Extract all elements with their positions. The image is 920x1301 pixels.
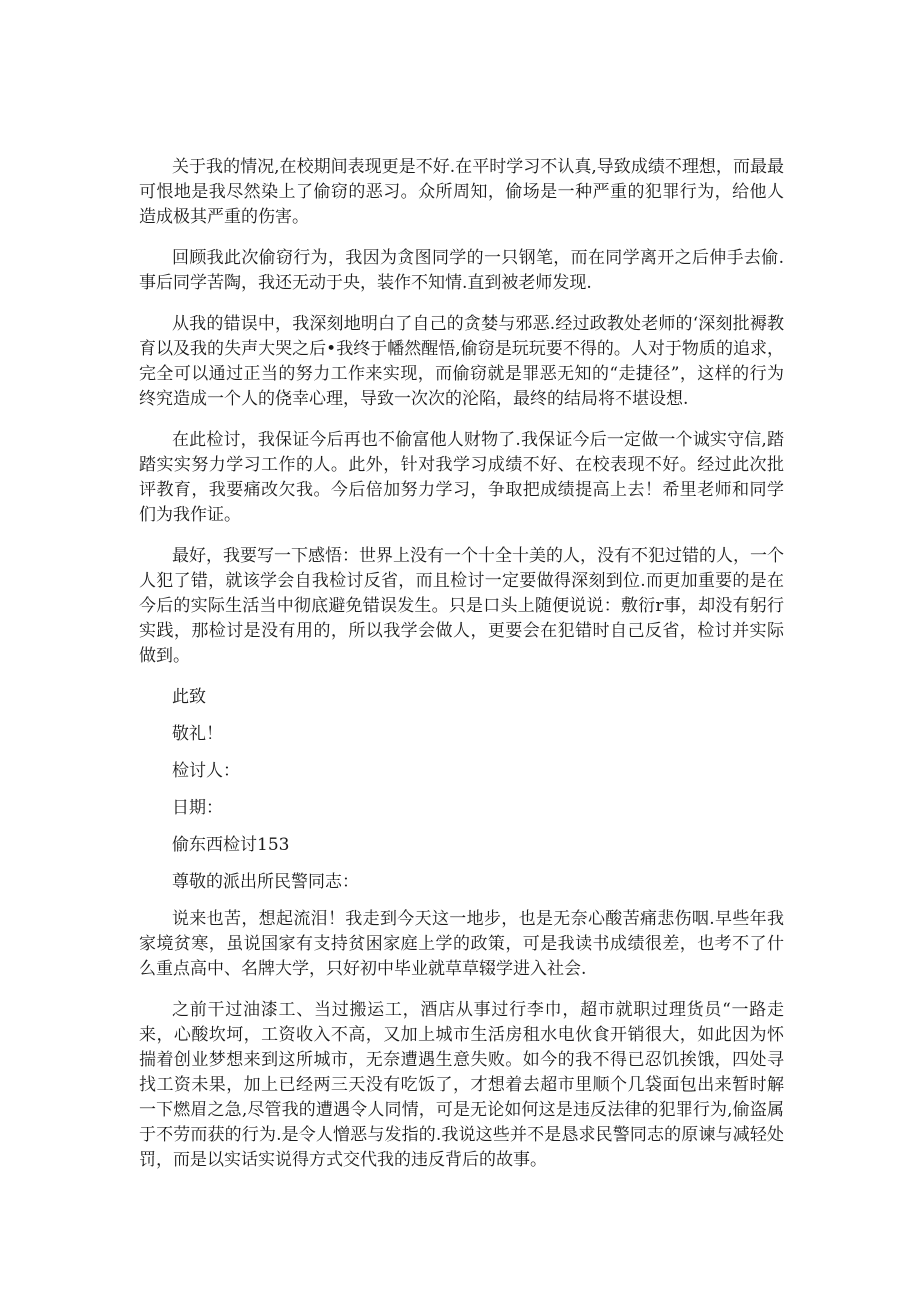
greeting-line: 尊敬的派出所民警同志：: [172, 872, 359, 892]
section-title: 偷东西检讨153: [172, 835, 290, 855]
paragraph-3: 从我的错误中，我深刻地明白了自己的贪婪与邪恶.经过政教处老师的‘深刻批褥教育以及我的失声大哭之后•我终于幡然醒悟,偷窃是玩玩要不得的。人对于物质的追求，完全可以通过正当的努力工作来实现，而偷窃就是罪恶无知的“走捷径”，这样的行为终究造成一个人的侥幸心理，导致一次次的沦陷，最终的结局将不堪设想.: [139, 314, 784, 409]
paragraph-2: 回顾我此次偷窃行为，我因为贪图同学的一只钢笔，而在同学离开之后伸手去偷.事后同学苦陶，我还无动于央，装作不知情.直到被老师发现.: [139, 248, 784, 293]
paragraph-4: 在此检讨，我保证今后再也不偷富他人财物了.我保证今后一定做一个诚实守信,踏踏实实努力学习工作的人。此外，针对我学习成绩不好、在校表现不好。经过此次批评教育，我要痛改欠我。今后倍加努力学习，争取把成绩提高上去！希里老师和同学们为我作证。: [139, 430, 784, 525]
salute-line: 敬礼！: [172, 724, 223, 744]
paragraph-7: 之前干过油漆工、当过搬运工，酒店从事过行李巾，超市就职过理货员“一路走来，心酸坎坷，工资收入不高，又加上城市生活房租水电伙食开销很大，如此因为怀揣着创业梦想来到这所城市，无奈遭遇生意失败。如今的我不得已忍饥挨饿，四处寻找工资未果，加上已经两三天没有吃饭了，才想着去超市里顺个几袋面包出来暂时解一下燃眉之急,尽管我的遭遇令人同情，可是无论如何这是违反法律的犯罪行为,偷盗属于不劳而获的行为.是令人憎恶与发指的.我说这些并不是恳求民警同志的原谏与减轻处罚，而是以实话实说得方式交代我的违反背后的故事。: [139, 1000, 784, 1170]
closing-line: 此致: [172, 687, 206, 707]
date-label: 日期：: [172, 798, 223, 818]
paragraph-1: 关于我的情况,在校期间表现更是不好.在平时学习不认真,导致成绩不理想，而最最可恨地是我尽然染上了偷窃的恶习。众所周知，偷场是一种严重的犯罪行为，给他人造成极其严重的伤害。: [139, 157, 784, 227]
signer-label: 检讨人：: [172, 761, 240, 781]
paragraph-6: 说来也苦，想起流泪！我走到今天这一地步，也是无奈心酸苦痛悲伤咽.早些年我家境贫寒，虽说国家有支持贫困家庭上学的政策，可是我读书成绩很差，也考不了什么重点高中、名牌大学，只好初中毕业就草草辍学进入社会.: [139, 909, 784, 979]
paragraph-5: 最好，我要写一下感悟：世界上没有一个十全十美的人，没有不犯过错的人，一个人犯了错，就该学会自我检讨反省，而且检讨一定要做得深刻到位.而更加重要的是在今后的实际生活当中彻底避免错误发生。只是口头上随便说说：敷衍r事，却没有躬行实践，那检讨是没有用的，所以我学会做人，更要会在犯错时自己反省，检讨并实际做到。: [139, 546, 784, 666]
document-body: [139, 155, 784, 1189]
